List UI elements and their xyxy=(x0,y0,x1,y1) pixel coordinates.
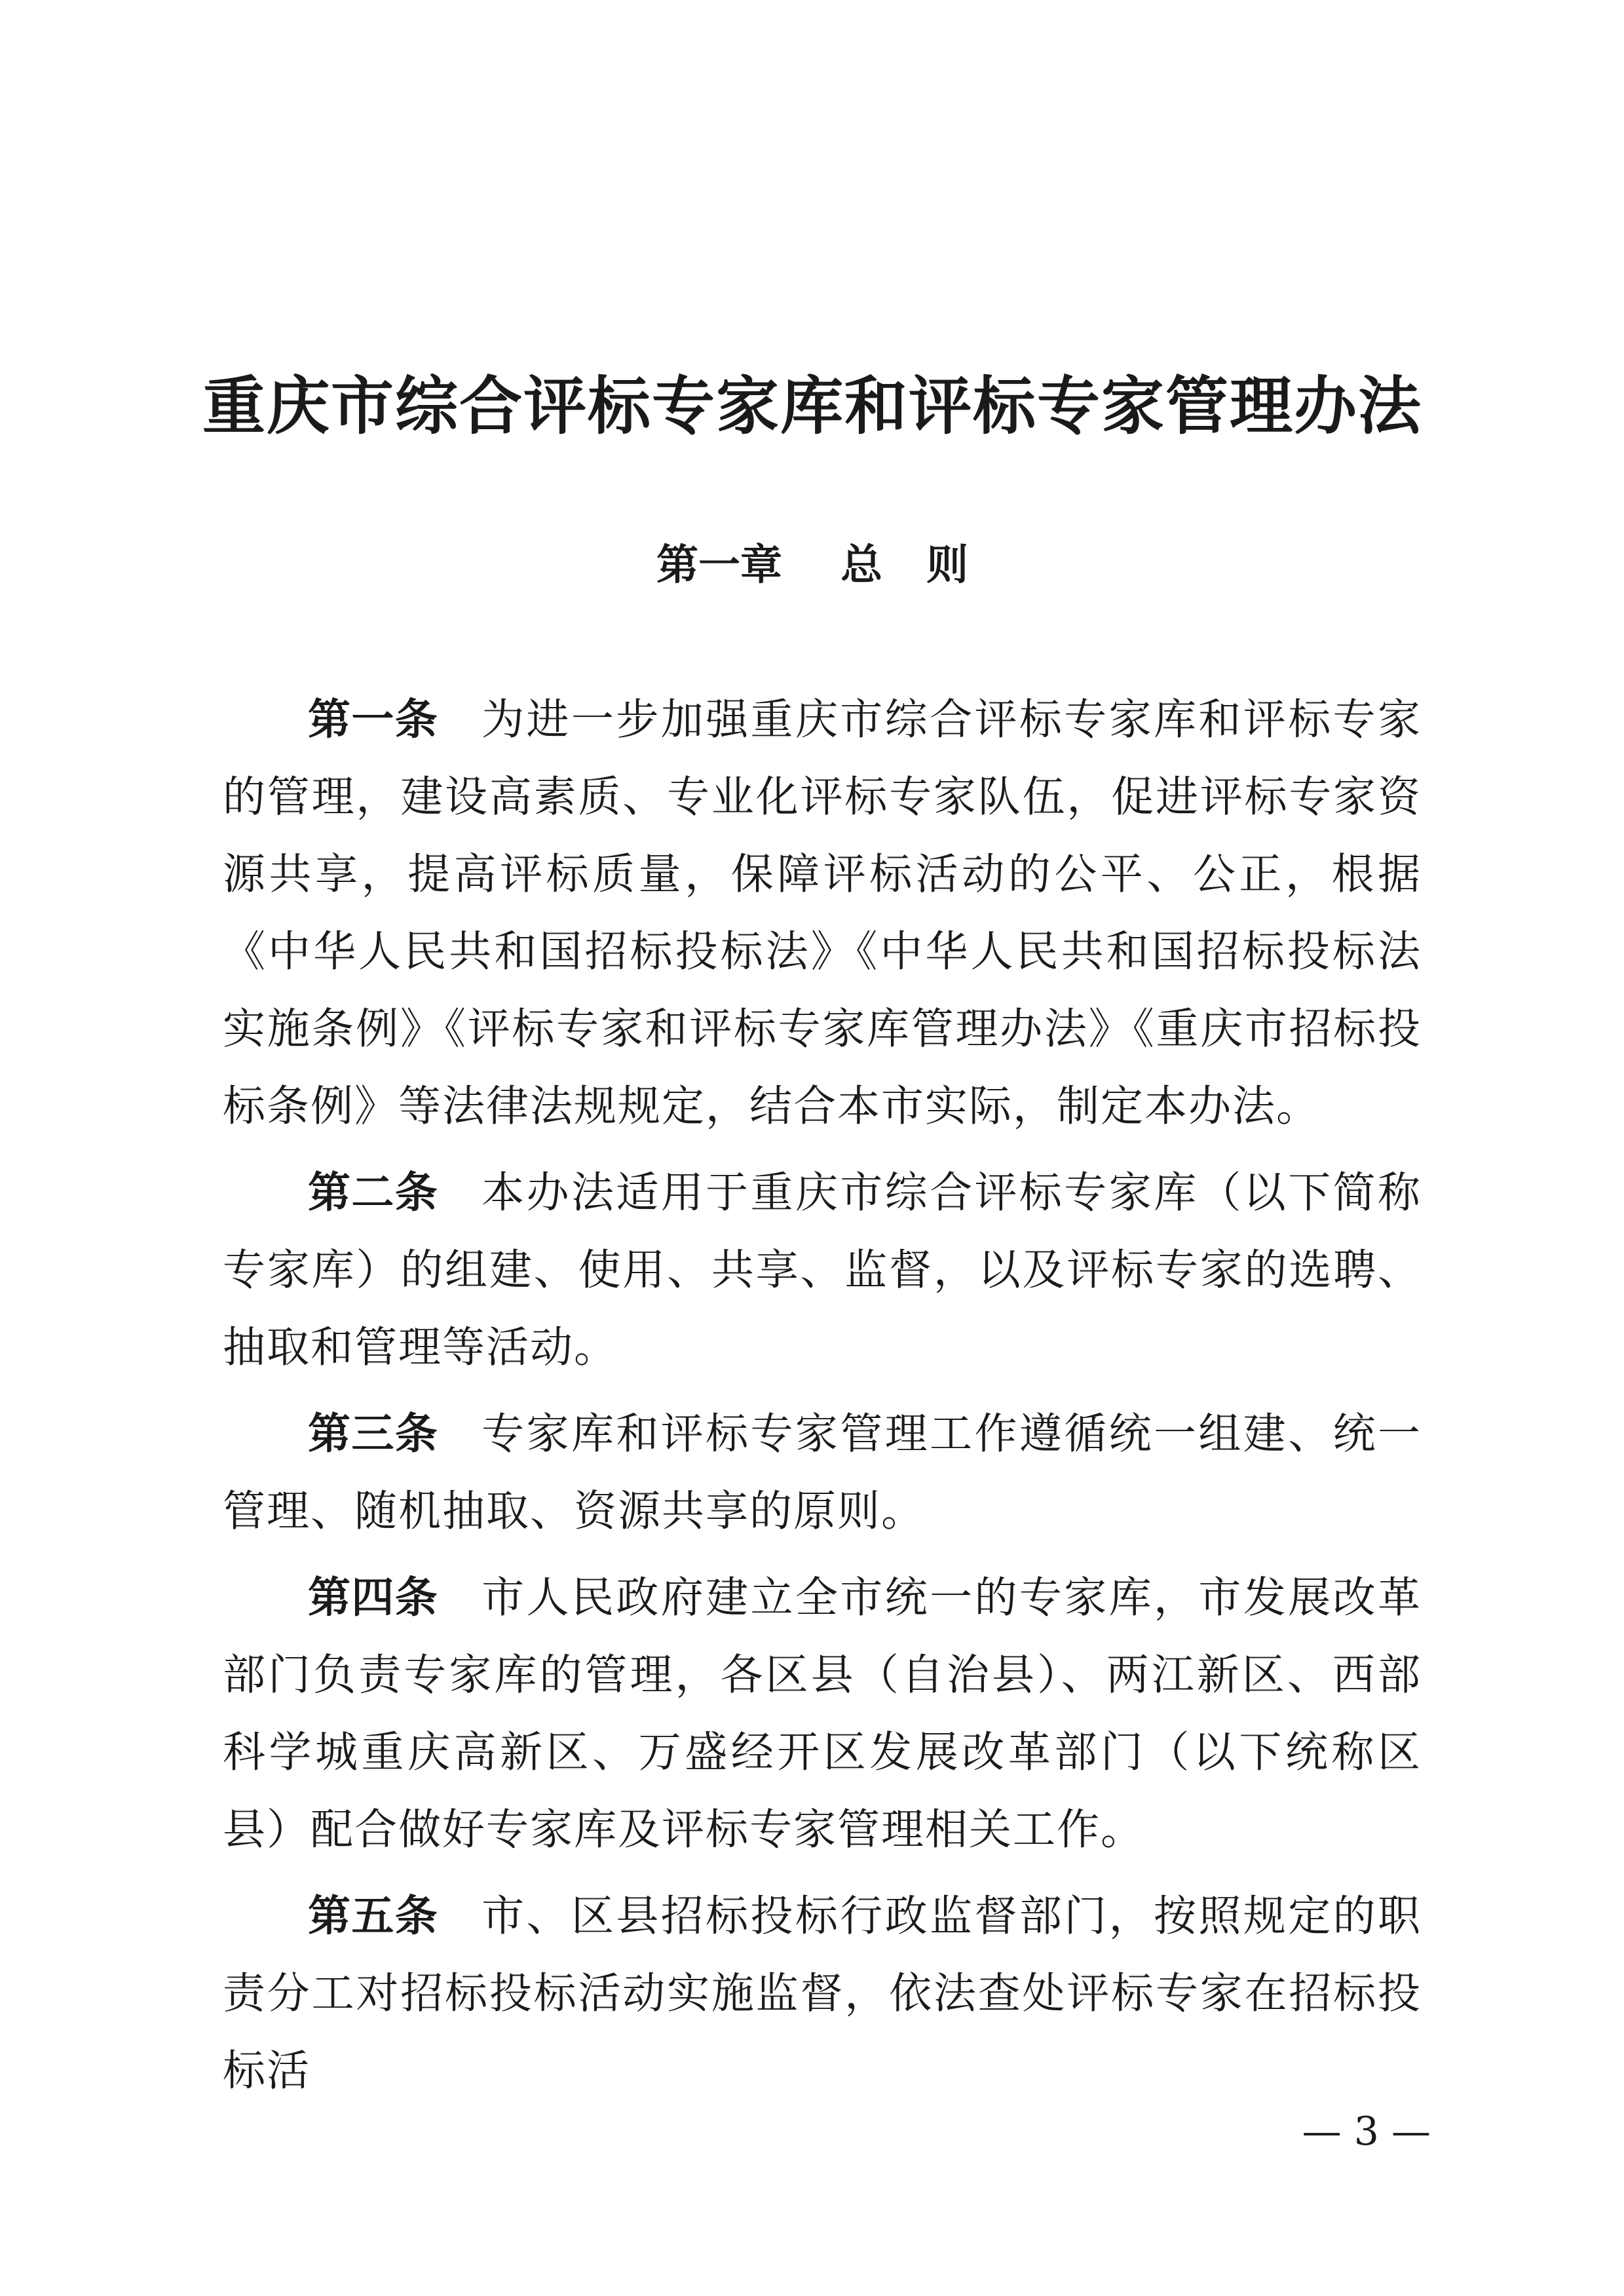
article-text: 市人民政府建立全市统一的专家库，市发展改革部门负责专家库的管理，各区县（自治县）、两江新区、西部科学城重庆高新区、万盛经开区发展改革部门（以下统称区县）配合做好专家库及评标专家管理相关工作。 xyxy=(223,1573,1422,1854)
document-title: 重庆市综合评标专家库和评标专家管理办法 xyxy=(202,370,1422,443)
article-text: 市、区县招标投标行政监督部门，按照规定的职责分工对招标投标活动实施监督，依法查处评标专家在招标投标活 xyxy=(223,1892,1422,2095)
article-paragraph xyxy=(223,681,1422,1145)
article-paragraph xyxy=(223,1396,1422,1550)
page-number: — 3 — xyxy=(1302,2109,1431,2154)
article-paragraph xyxy=(223,1155,1422,1387)
chapter-heading: 第一章 总 则 xyxy=(656,541,968,590)
article-number: 第一条 xyxy=(308,695,439,744)
article-paragraph xyxy=(223,1559,1422,1869)
article-number: 第三条 xyxy=(308,1409,439,1459)
article-number: 第五条 xyxy=(308,1892,439,1941)
article-text: 本办法适用于重庆市综合评标专家库（以下简称专家库）的组建、使用、共享、监督，以及评标专家的选聘、抽取和管理等活动。 xyxy=(223,1168,1422,1372)
article-number: 第二条 xyxy=(308,1168,439,1217)
article-paragraph xyxy=(223,1878,1422,2110)
article-text: 为进一步加强重庆市综合评标专家库和评标专家的管理，建设高素质、专业化评标专家队伍，促进评标专家资源共享，提高评标质量，保障评标活动的公平、公正，根据《中华人民共和国招标投标法》《中华人民共和国招标投标法实施条例》《评标专家和评标专家库管理办法》《重庆市招标投标条例》等法律法规规定，结合本市实际，制定本办法。 xyxy=(223,695,1422,1131)
article-text: 专家库和评标专家管理工作遵循统一组建、统一管理、随机抽取、资源共享的原则。 xyxy=(223,1409,1422,1536)
document-body xyxy=(223,681,1422,2119)
article-number: 第四条 xyxy=(308,1573,439,1622)
